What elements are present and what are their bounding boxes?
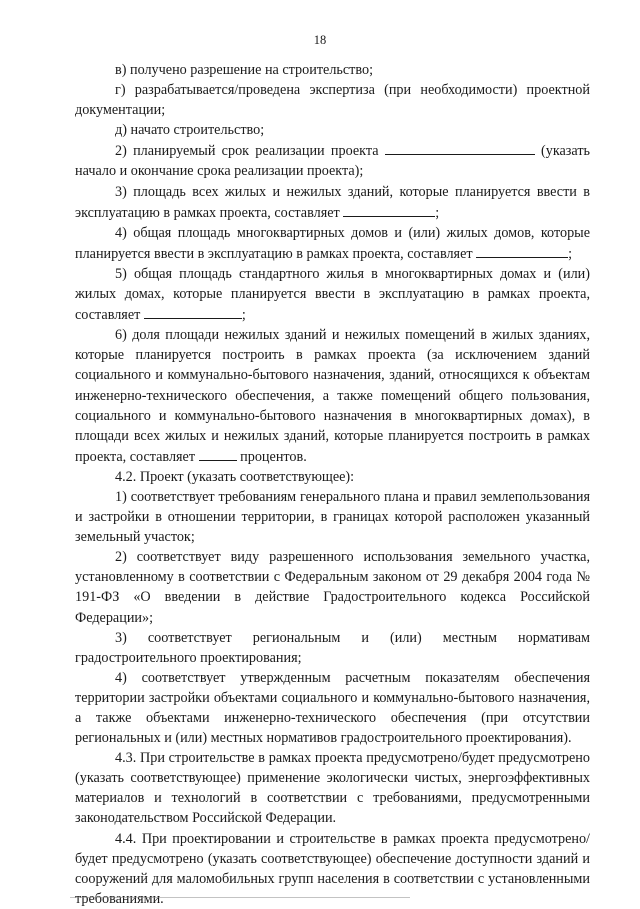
paragraph-4-2-2: 2) соответствует виду разрешенного использования земельного участка, установленному в соответствии с Федеральным законом от 29 декабря 2004 года № 191-ФЗ «О введении в действие Градостроительного кодекса Российской Федерации»; bbox=[75, 549, 590, 626]
paragraph-6: 6) доля площади нежилых зданий и нежилых помещений в жилых зданиях, которые планируется построить в рамках проекта (за исключением зданий социального и коммунально-бытового назначения, зданий, относящихся к объектам инженерно-технического обеспечения, а также помещений общего пользования, социального и коммунально-бытового назначения в многоквартирных домах), в площади всех жилых и нежилых зданий, которые планируется построить в рамках проекта, составляет процентов. bbox=[75, 327, 590, 465]
paragraph-5: 5) общая площадь стандартного жилья в многоквартирных домах и (или) жилых домах, которые планируется ввести в эксплуатацию в рамках проекта, составляет ; bbox=[75, 265, 590, 324]
paragraph-3: 3) площадь всех жилых и нежилых зданий, которые планируется ввести в эксплуатацию в рамках проекта, составляет ; bbox=[75, 183, 590, 221]
page-number: 18 bbox=[313, 33, 327, 47]
paragraph-g: г) разрабатывается/проведена экспертиза (при необходимости) проектной документации; bbox=[75, 82, 590, 119]
paragraph-2: 2) планируемый срок реализации проекта (указать начало и окончание срока реализации проекта); bbox=[75, 140, 590, 181]
blank-field-total-area bbox=[343, 202, 435, 217]
blank-field-percent bbox=[199, 446, 237, 461]
document-body bbox=[75, 60, 590, 909]
blank-field-standard-housing-area bbox=[144, 304, 242, 319]
paragraph-4-2-3: 3) соответствует региональным и (или) местным нормативам градостроительного проектирования; bbox=[75, 629, 590, 666]
paragraph-v: в) получено разрешение на строительство; bbox=[115, 62, 374, 78]
section-4-2-heading: 4.2. Проект (указать соответствующее): bbox=[115, 468, 355, 485]
scan-footer-marks bbox=[70, 897, 410, 904]
paragraph-4-2-1: 1) соответствует требованиям генерального плана и правил землепользования и застройки в отношении территории, в границах которой расположен указанный земельный участок; bbox=[75, 488, 590, 546]
section-4-4: 4.4. При проектировании и строительстве в рамках проекта предусмотрено/будет предусмотрено (указать соответствующее) обеспечение доступности зданий и сооружений для маломобильных групп населения в соответствии с установленными требованиями. bbox=[75, 830, 590, 907]
paragraph-4: 4) общая площадь многоквартирных домов и (или) жилых домов, которые планируется ввести в эксплуатацию в рамках проекта, составляет ; bbox=[75, 224, 590, 262]
paragraph-d: д) начато строительство; bbox=[115, 122, 265, 139]
paragraph-4-2-4: 4) соответствует утвержденным расчетным показателям обеспечения территории застройки объектами социального и коммунально-бытового назначения, а также объектами инженерно-технического обеспечения (при отсутствии региональных и (или) местных нормативов градостроительного проектирования). bbox=[75, 669, 590, 747]
section-4-3: 4.3. При строительстве в рамках проекта предусмотрено/будет предусмотрено (указать соответствующее) применение экологически чистых, энергоэффективных материалов и технологий в соответствии с требованиями, предусмотренными законодательством Российской Федерации. bbox=[75, 750, 590, 827]
blank-field-term bbox=[385, 140, 535, 155]
blank-field-apartment-area bbox=[476, 243, 568, 258]
